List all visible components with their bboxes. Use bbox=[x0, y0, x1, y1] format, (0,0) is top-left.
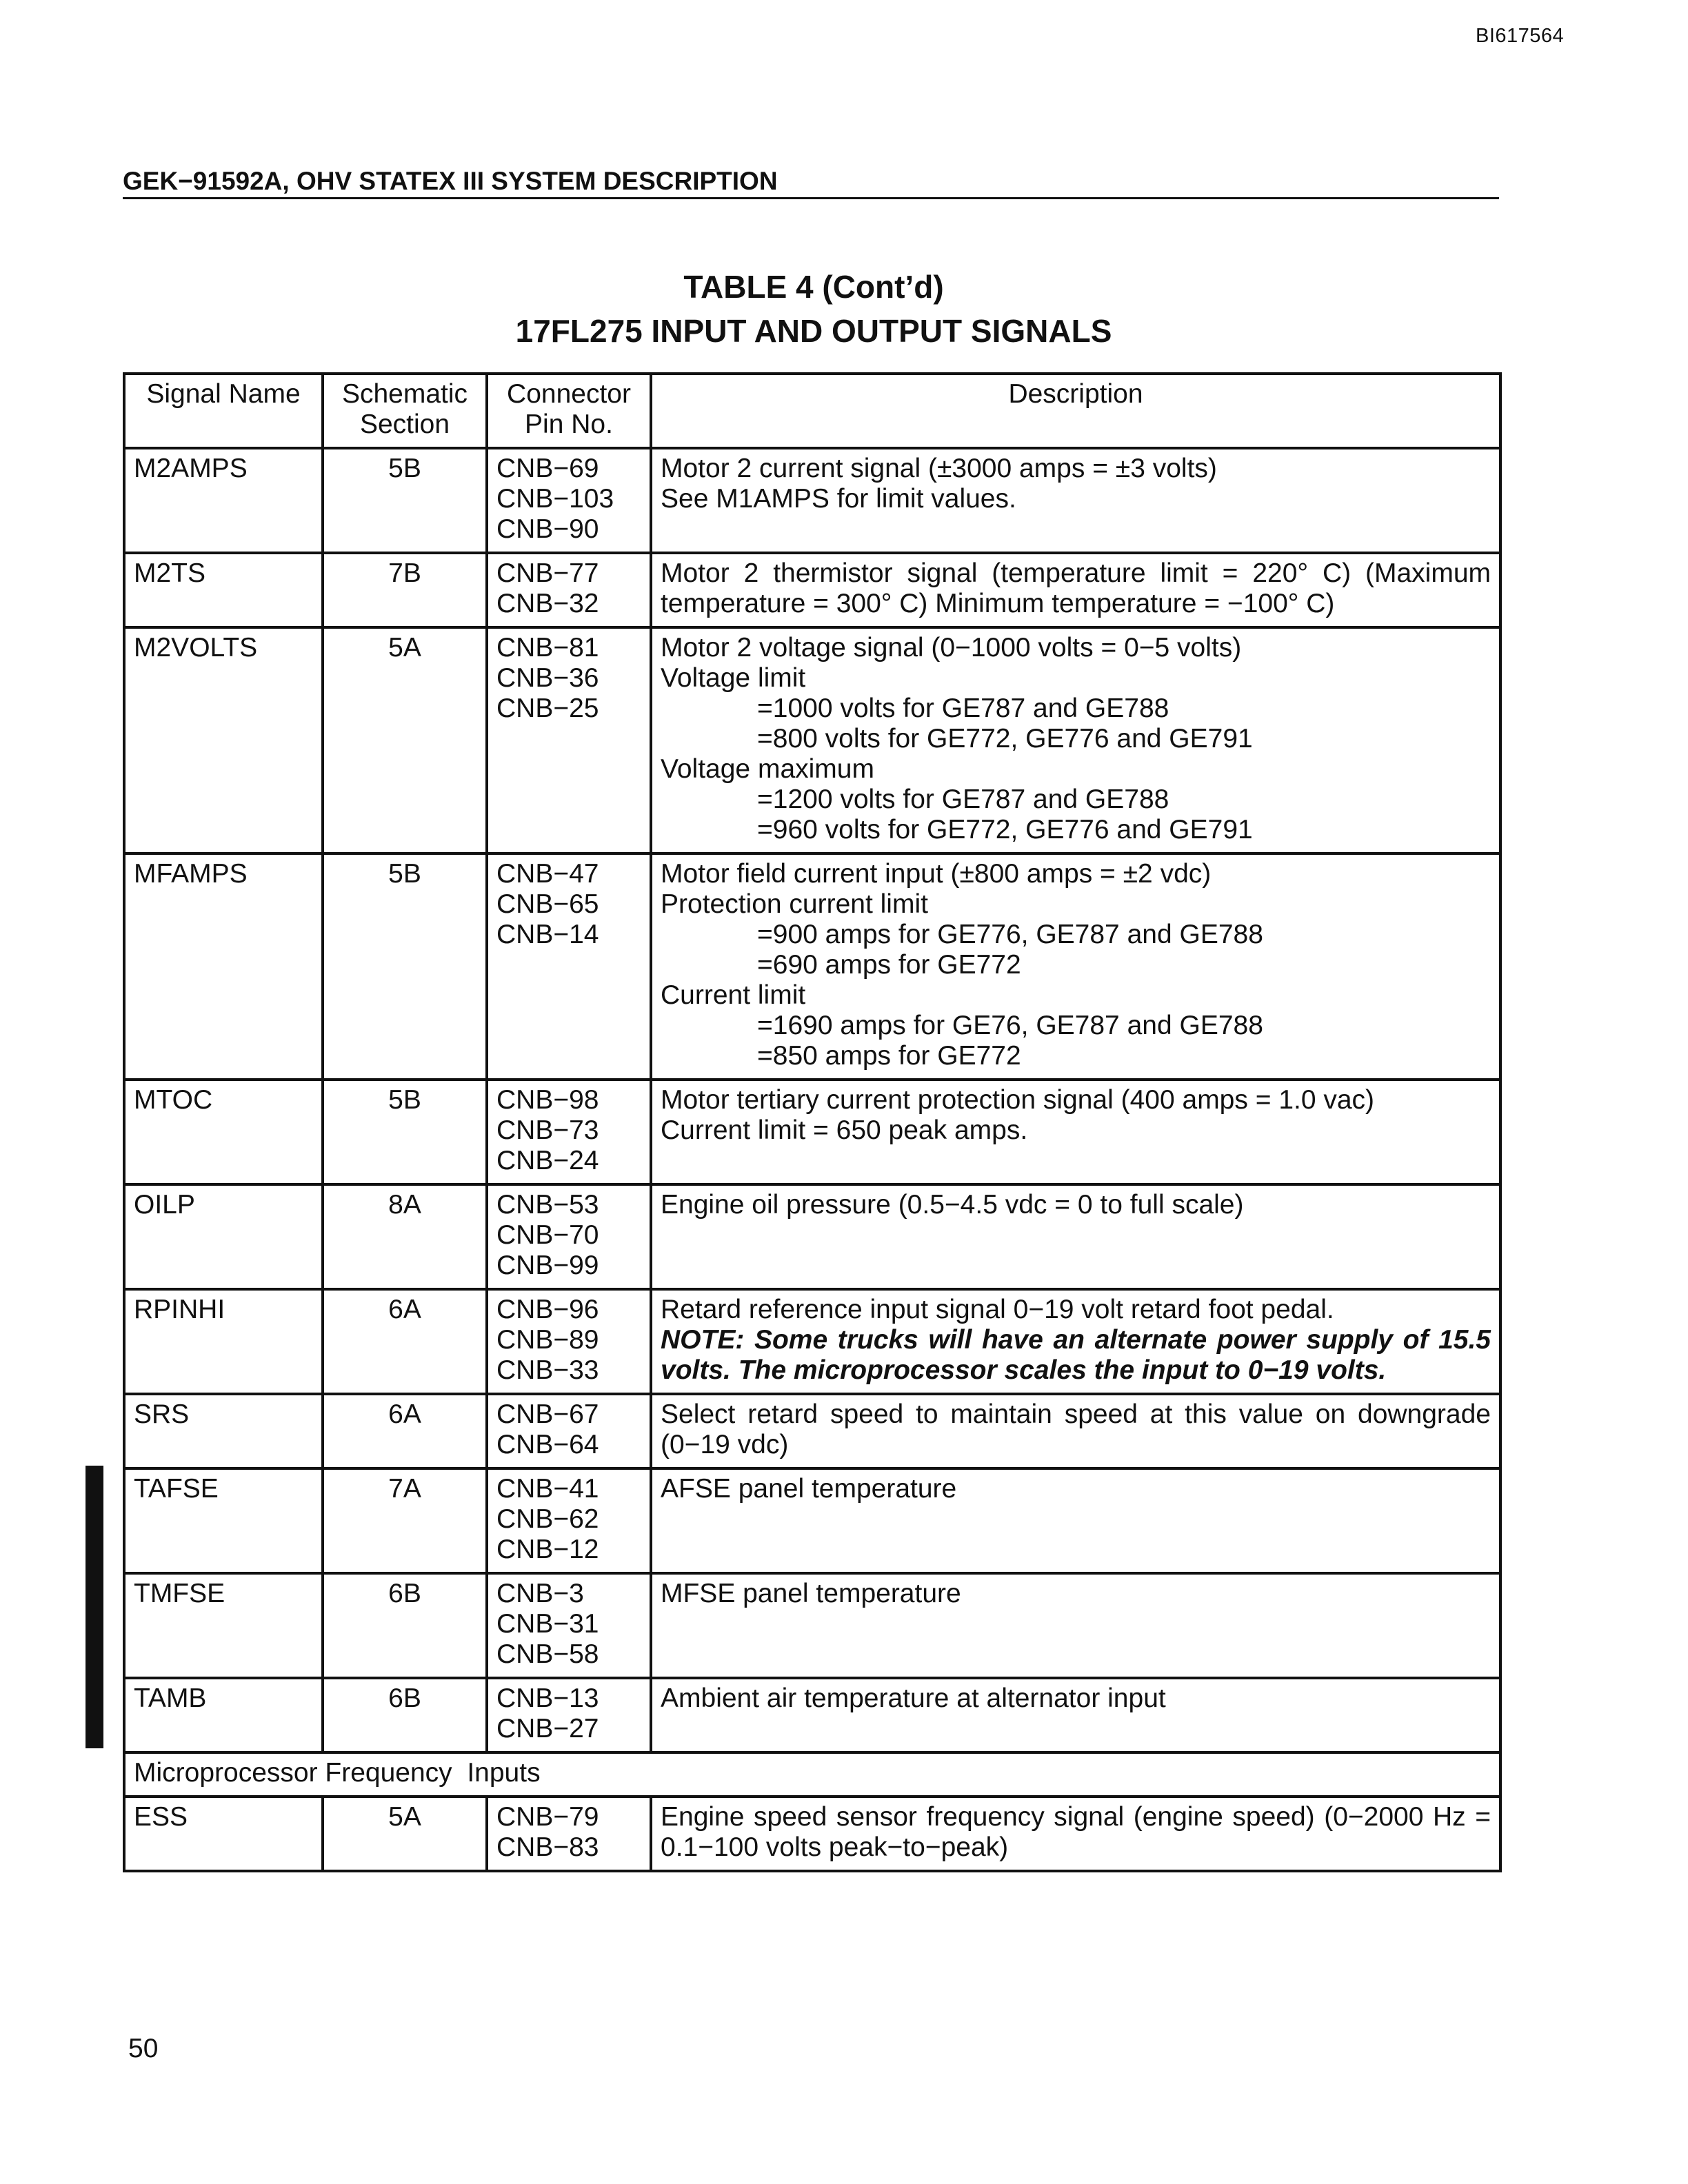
running-header bbox=[123, 164, 1499, 199]
pin-number: CNB−83 bbox=[496, 1832, 599, 1862]
description-subitem: =800 volts for GE772, GE776 and GE791 bbox=[757, 724, 1253, 754]
description-subitem: =900 amps for GE776, GE787 and GE788 bbox=[757, 920, 1263, 949]
pin-number: CNB−25 bbox=[496, 694, 599, 723]
col-header-schematic-section: Schematic Section bbox=[323, 374, 487, 448]
table-row bbox=[124, 1573, 1500, 1678]
description-line: Protection current limit bbox=[661, 889, 928, 919]
description-line: Motor tertiary current protection signal (400 amps = 1.0 vac) bbox=[661, 1085, 1375, 1115]
description bbox=[651, 1289, 1500, 1394]
pin-number: CNB−69 bbox=[496, 454, 599, 483]
description-subitem: =1200 volts for GE787 and GE788 bbox=[757, 785, 1169, 814]
signal-name: RPINHI bbox=[124, 1289, 323, 1394]
pin-number: CNB−79 bbox=[496, 1802, 599, 1832]
connector-pins bbox=[487, 1468, 651, 1573]
description bbox=[651, 1468, 1500, 1573]
pin-number: CNB−27 bbox=[496, 1714, 599, 1743]
description-line: AFSE panel temperature bbox=[661, 1474, 957, 1504]
connector-pins bbox=[487, 1573, 651, 1678]
description-note: NOTE: Some trucks will have an alternate power supply of 15.5 volts. The microprocessor scales the input to 0−19 volts. bbox=[661, 1325, 1491, 1385]
table-row bbox=[124, 1289, 1500, 1394]
schematic-section: 7B bbox=[323, 553, 487, 627]
pin-number: CNB−67 bbox=[496, 1399, 599, 1429]
table-header-row bbox=[124, 374, 1500, 448]
pin-number: CNB−14 bbox=[496, 920, 599, 949]
schematic-section: 6A bbox=[323, 1394, 487, 1468]
connector-pins bbox=[487, 448, 651, 553]
pin-number: CNB−41 bbox=[496, 1474, 599, 1504]
description-line: Motor field current input (±800 amps = ±2 vdc) bbox=[661, 859, 1212, 889]
schematic-section: 8A bbox=[323, 1184, 487, 1289]
schematic-section: 6B bbox=[323, 1678, 487, 1752]
description-line: Ambient air temperature at alternator input bbox=[661, 1684, 1166, 1713]
schematic-section: 5B bbox=[323, 448, 487, 553]
description-subitem: =960 volts for GE772, GE776 and GE791 bbox=[757, 815, 1253, 845]
table-row bbox=[124, 1678, 1500, 1752]
signal-name: M2TS bbox=[124, 553, 323, 627]
pin-number: CNB−36 bbox=[496, 663, 599, 693]
connector-pins bbox=[487, 1678, 651, 1752]
pin-number: CNB−13 bbox=[496, 1684, 599, 1713]
connector-pins bbox=[487, 853, 651, 1080]
description-line: Motor 2 voltage signal (0−1000 volts = 0−5 volts) bbox=[661, 633, 1242, 663]
signal-name: SRS bbox=[124, 1394, 323, 1468]
connector-pins bbox=[487, 1289, 651, 1394]
pin-number: CNB−33 bbox=[496, 1355, 599, 1385]
table-row bbox=[124, 1468, 1500, 1573]
col-header-description: Description bbox=[651, 374, 1500, 448]
description-line: Engine speed sensor frequency signal (engine speed) (0−2000 Hz = 0.1−100 volts peak−to−peak) bbox=[661, 1802, 1491, 1862]
description bbox=[651, 448, 1500, 553]
table-row bbox=[124, 1797, 1500, 1871]
connector-pins bbox=[487, 1184, 651, 1289]
section-heading-row bbox=[124, 1752, 1500, 1797]
table-row bbox=[124, 853, 1500, 1080]
description-line: Motor 2 thermistor signal (temperature limit = 220° C) (Maximum temperature = 300° C) Minimum temperature = −100° C) bbox=[661, 558, 1491, 618]
description-line: Select retard speed to maintain speed at this value on downgrade (0−19 vdc) bbox=[661, 1399, 1491, 1459]
pin-number: CNB−62 bbox=[496, 1504, 599, 1534]
connector-pins bbox=[487, 1080, 651, 1184]
pin-number: CNB−103 bbox=[496, 484, 614, 514]
signal-name: M2AMPS bbox=[124, 448, 323, 553]
table-row bbox=[124, 448, 1500, 553]
description bbox=[651, 1184, 1500, 1289]
connector-pins bbox=[487, 1394, 651, 1468]
revision-change-bar bbox=[86, 1466, 103, 1748]
description-subitem: =690 amps for GE772 bbox=[757, 950, 1021, 980]
pin-number: CNB−77 bbox=[496, 558, 599, 588]
pin-number: CNB−58 bbox=[496, 1639, 599, 1669]
table-title-line2: 17FL275 INPUT AND OUTPUT SIGNALS bbox=[515, 313, 1112, 349]
pin-number: CNB−3 bbox=[496, 1579, 584, 1608]
description-line: Current limit = 650 peak amps. bbox=[661, 1115, 1028, 1145]
table-body bbox=[124, 448, 1500, 1871]
schematic-section: 5A bbox=[323, 627, 487, 853]
schematic-section: 6A bbox=[323, 1289, 487, 1394]
connector-pins bbox=[487, 553, 651, 627]
description bbox=[651, 1573, 1500, 1678]
page-number: 50 bbox=[128, 2034, 159, 2063]
pin-number: CNB−32 bbox=[496, 589, 599, 618]
header-title: GEK−91592A, OHV STATEX III SYSTEM DESCRIPTION bbox=[123, 167, 778, 195]
pin-number: CNB−24 bbox=[496, 1146, 599, 1175]
col-header-connector-pin: Connector Pin No. bbox=[487, 374, 651, 448]
table-row bbox=[124, 1080, 1500, 1184]
signal-name: TAMB bbox=[124, 1678, 323, 1752]
description-line: Motor 2 current signal (±3000 amps = ±3 volts) bbox=[661, 454, 1217, 483]
schematic-section: 6B bbox=[323, 1573, 487, 1678]
pin-number: CNB−31 bbox=[496, 1609, 599, 1639]
pin-number: CNB−70 bbox=[496, 1220, 599, 1250]
signal-name: MFAMPS bbox=[124, 853, 323, 1080]
pin-number: CNB−90 bbox=[496, 514, 599, 544]
pin-number: CNB−99 bbox=[496, 1251, 599, 1280]
table-row bbox=[124, 553, 1500, 627]
signal-name: OILP bbox=[124, 1184, 323, 1289]
section-heading: Microprocessor Frequency Inputs bbox=[124, 1752, 1500, 1797]
pin-number: CNB−53 bbox=[496, 1190, 599, 1220]
pin-number: CNB−89 bbox=[496, 1325, 599, 1355]
pin-number: CNB−73 bbox=[496, 1115, 599, 1145]
description bbox=[651, 853, 1500, 1080]
description-subitem: =1690 amps for GE76, GE787 and GE788 bbox=[757, 1011, 1263, 1040]
description-line: Voltage maximum bbox=[661, 754, 874, 784]
pin-number: CNB−64 bbox=[496, 1430, 599, 1459]
pin-number: CNB−47 bbox=[496, 859, 599, 889]
signal-name: TAFSE bbox=[124, 1468, 323, 1573]
signal-name: MTOC bbox=[124, 1080, 323, 1184]
table-title bbox=[0, 265, 1627, 353]
description-subitem: =850 amps for GE772 bbox=[757, 1041, 1021, 1071]
description bbox=[651, 553, 1500, 627]
pin-number: CNB−96 bbox=[496, 1295, 599, 1324]
description-line: Retard reference input signal 0−19 volt retard foot pedal. bbox=[661, 1295, 1334, 1324]
schematic-section: 5A bbox=[323, 1797, 487, 1871]
pin-number: CNB−81 bbox=[496, 633, 599, 663]
schematic-section: 5B bbox=[323, 1080, 487, 1184]
description bbox=[651, 1797, 1500, 1871]
description-line: See M1AMPS for limit values. bbox=[661, 484, 1016, 514]
description bbox=[651, 1394, 1500, 1468]
description bbox=[651, 627, 1500, 853]
table-title-line1: TABLE 4 (Cont’d) bbox=[683, 269, 944, 305]
description-line: Engine oil pressure (0.5−4.5 vdc = 0 to full scale) bbox=[661, 1190, 1244, 1220]
signals-table bbox=[123, 372, 1502, 1872]
description bbox=[651, 1678, 1500, 1752]
signal-name: TMFSE bbox=[124, 1573, 323, 1678]
pin-number: CNB−65 bbox=[496, 889, 599, 919]
description-subitem: =1000 volts for GE787 and GE788 bbox=[757, 694, 1169, 723]
pin-number: CNB−98 bbox=[496, 1085, 599, 1115]
table-row bbox=[124, 1184, 1500, 1289]
description-line: Current limit bbox=[661, 980, 806, 1010]
connector-pins bbox=[487, 1797, 651, 1871]
col-header-signal-name: Signal Name bbox=[124, 374, 323, 448]
signal-name: M2VOLTS bbox=[124, 627, 323, 853]
table-row bbox=[124, 1394, 1500, 1468]
schematic-section: 5B bbox=[323, 853, 487, 1080]
description bbox=[651, 1080, 1500, 1184]
description-line: MFSE panel temperature bbox=[661, 1579, 961, 1608]
schematic-section: 7A bbox=[323, 1468, 487, 1573]
signal-name: ESS bbox=[124, 1797, 323, 1871]
pin-number: CNB−12 bbox=[496, 1535, 599, 1564]
document-id: BI617564 bbox=[1476, 25, 1565, 47]
description-line: Voltage limit bbox=[661, 663, 806, 693]
table-row bbox=[124, 627, 1500, 853]
connector-pins bbox=[487, 627, 651, 853]
